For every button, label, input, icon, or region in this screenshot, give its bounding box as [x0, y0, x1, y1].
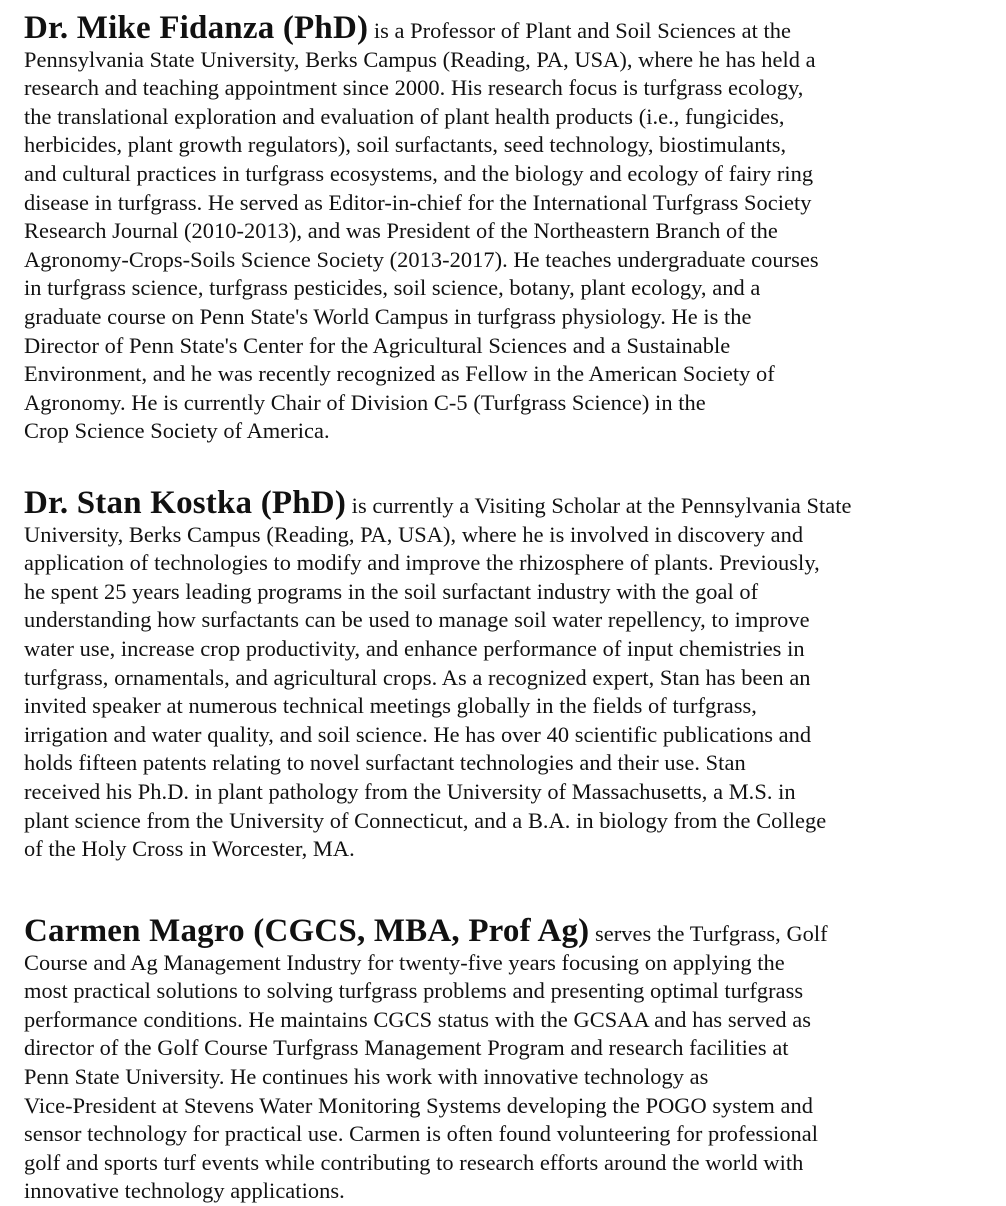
bio-line: application of technologies to modify and improve the rhizosphere of plants. Previously, — [24, 550, 820, 576]
bio-line: received his Ph.D. in plant pathology from the University of Massachusetts, a M.S. in — [24, 778, 796, 804]
bio-line: golf and sports turf events while contributing to research efforts around the world with — [24, 1149, 804, 1175]
bio-line: plant science from the University of Connecticut, and a B.A. in biology from the College — [24, 807, 827, 833]
bio-line: Penn State University. He continues his work with innovative technology as — [24, 1063, 709, 1089]
bio-line: graduate course on Penn State's World Campus in turfgrass physiology. He is the — [24, 303, 752, 329]
bio-line: irrigation and water quality, and soil science. He has over 40 scientific publications and — [24, 721, 812, 747]
bio-line: herbicides, plant growth regulators), soil surfactants, seed technology, biostimulants, — [24, 132, 787, 158]
bio-line: Agronomy-Crops-Soils Science Society (2013-2017). He teaches undergraduate courses — [24, 246, 819, 272]
bio-name: Dr. Stan Kostka (PhD) — [24, 485, 347, 521]
bio-line: director of the Golf Course Turfgrass Management Program and research facilities at — [24, 1035, 789, 1061]
bio-line: turfgrass, ornamentals, and agricultural crops. As a recognized expert, Stan has been an — [24, 664, 811, 690]
bio-line: water use, increase crop productivity, and enhance performance of input chemistries in — [24, 635, 805, 661]
bio-line: Crop Science Society of America. — [24, 418, 330, 444]
bio-mike-fidanza — [24, 10, 819, 446]
bio-line: innovative technology applications. — [24, 1178, 345, 1204]
bio-line: Agronomy. He is currently Chair of Division C-5 (Turfgrass Science) in the — [24, 389, 706, 415]
bio-first-line: Dr. Mike Fidanza (PhD) is a Professor of Plant and Soil Sciences at the — [24, 10, 791, 46]
bio-line: Director of Penn State's Center for the Agricultural Sciences and a Sustainable — [24, 332, 731, 358]
bio-line: Environment, and he was recently recognized as Fellow in the American Society of — [24, 361, 775, 387]
bio-line: sensor technology for practical use. Carmen is often found volunteering for professional — [24, 1121, 819, 1147]
bio-line: understanding how surfactants can be used to manage soil water repellency, to improve — [24, 607, 810, 633]
bio-name: Carmen Magro (CGCS, MBA, Prof Ag) — [24, 913, 590, 949]
bio-line: he spent 25 years leading programs in the soil surfactant industry with the goal of — [24, 578, 759, 604]
bio-stan-kostka — [24, 485, 852, 864]
bio-first-line: Dr. Stan Kostka (PhD) is currently a Visiting Scholar at the Pennsylvania State — [24, 485, 852, 521]
bio-line: disease in turfgrass. He served as Editor-in-chief for the International Turfgrass Society — [24, 189, 812, 215]
bio-line: and cultural practices in turfgrass ecosystems, and the biology and ecology of fairy ring — [24, 160, 814, 186]
bio-line: Vice-President at Stevens Water Monitoring Systems developing the POGO system and — [24, 1092, 814, 1118]
bio-line: of the Holy Cross in Worcester, MA. — [24, 836, 355, 862]
bio-carmen-magro — [24, 913, 828, 1206]
bio-line: in turfgrass science, turfgrass pesticides, soil science, botany, plant ecology, and a — [24, 275, 761, 301]
bio-line: holds fifteen patents relating to novel surfactant technologies and their use. Stan — [24, 750, 746, 776]
bio-line: Pennsylvania State University, Berks Campus (Reading, PA, USA), where he has held a — [24, 46, 816, 72]
bio-name: Dr. Mike Fidanza (PhD) — [24, 10, 369, 46]
bio-line: most practical solutions to solving turfgrass problems and presenting optimal turfgrass — [24, 978, 804, 1004]
bio-line: Course and Ag Management Industry for twenty-five years focusing on applying the — [24, 949, 785, 975]
bio-line: performance conditions. He maintains CGCS status with the GCSAA and has served as — [24, 1006, 811, 1032]
bio-line: research and teaching appointment since 2000. His research focus is turfgrass ecology, — [24, 75, 804, 101]
bio-line: the translational exploration and evaluation of plant health products (i.e., fungicides, — [24, 103, 785, 129]
bio-line: University, Berks Campus (Reading, PA, USA), where he is involved in discovery and — [24, 521, 804, 547]
bio-line: Research Journal (2010-2013), and was President of the Northeastern Branch of the — [24, 218, 778, 244]
bio-first-line: Carmen Magro (CGCS, MBA, Prof Ag) serves the Turfgrass, Golf — [24, 913, 828, 949]
bio-line: invited speaker at numerous technical meetings globally in the fields of turfgrass, — [24, 693, 757, 719]
